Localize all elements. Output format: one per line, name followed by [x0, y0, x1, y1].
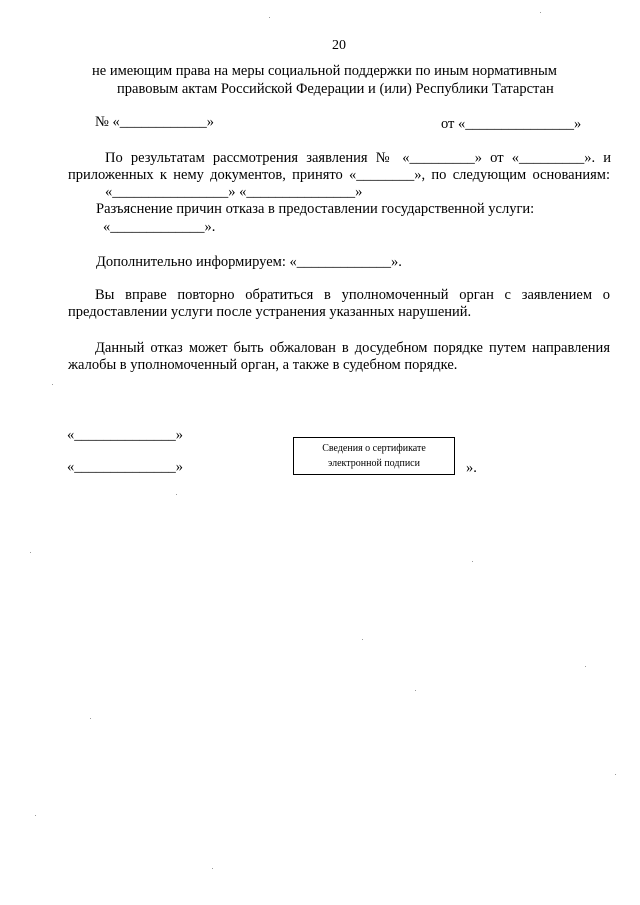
scan-speck	[540, 12, 541, 13]
appeal-line-2: жалобы в уполномоченный орган, а также в судебном порядке.	[68, 357, 458, 373]
scan-speck	[362, 639, 363, 640]
intro-line-2: правовым актам Российской Федерации и (или) Республики Татарстан	[117, 81, 554, 97]
appeal-line-1: Данный отказ может быть обжалован в досудебном порядке путем направления	[95, 340, 610, 356]
decision-line-3: «________________» «_______________»	[105, 184, 363, 200]
reapply-line-2: предоставлении услуги после устранения указанных нарушений.	[68, 304, 472, 320]
scan-speck	[415, 690, 416, 691]
scan-speck	[472, 561, 473, 562]
scan-speck	[35, 815, 36, 816]
scan-speck	[212, 868, 213, 869]
refusal-reason-heading: Разъяснение причин отказа в предоставлении государственной услуги:	[96, 201, 535, 217]
stamp-line-2: электронной подписи	[328, 458, 420, 469]
reapply-line-1: Вы вправе повторно обратиться в уполномоченный орган с заявлением о	[95, 287, 610, 303]
decision-line-1: По результатам рассмотрения заявления № «_________» от «_________». и	[105, 150, 611, 166]
electronic-signature-stamp	[293, 437, 455, 475]
scan-speck	[176, 494, 177, 495]
scan-speck	[30, 552, 31, 553]
scan-speck	[585, 666, 586, 667]
reference-number-field: № «____________»	[95, 114, 214, 130]
scan-speck	[269, 17, 270, 18]
stamp-line-1: Сведения о сертификате	[322, 443, 426, 454]
signature-closing-quote: ».	[466, 460, 477, 476]
scan-speck	[90, 718, 91, 719]
scan-speck	[615, 774, 616, 775]
reference-date-field: от «_______________»	[441, 116, 582, 132]
additional-info-line: Дополнительно информируем: «_____________».	[96, 254, 402, 270]
page-number: 20	[332, 38, 346, 53]
signature-field-2: «______________»	[67, 459, 183, 475]
intro-line-1: не имеющим права на меры социальной поддержки по иным нормативным	[92, 63, 557, 79]
refusal-reason-field: «_____________».	[103, 219, 216, 235]
signature-field-1: «______________»	[67, 427, 183, 443]
decision-line-2: приложенных к нему документов, принято «________», по следующим основаниям:	[68, 167, 610, 183]
scan-speck	[52, 384, 53, 385]
